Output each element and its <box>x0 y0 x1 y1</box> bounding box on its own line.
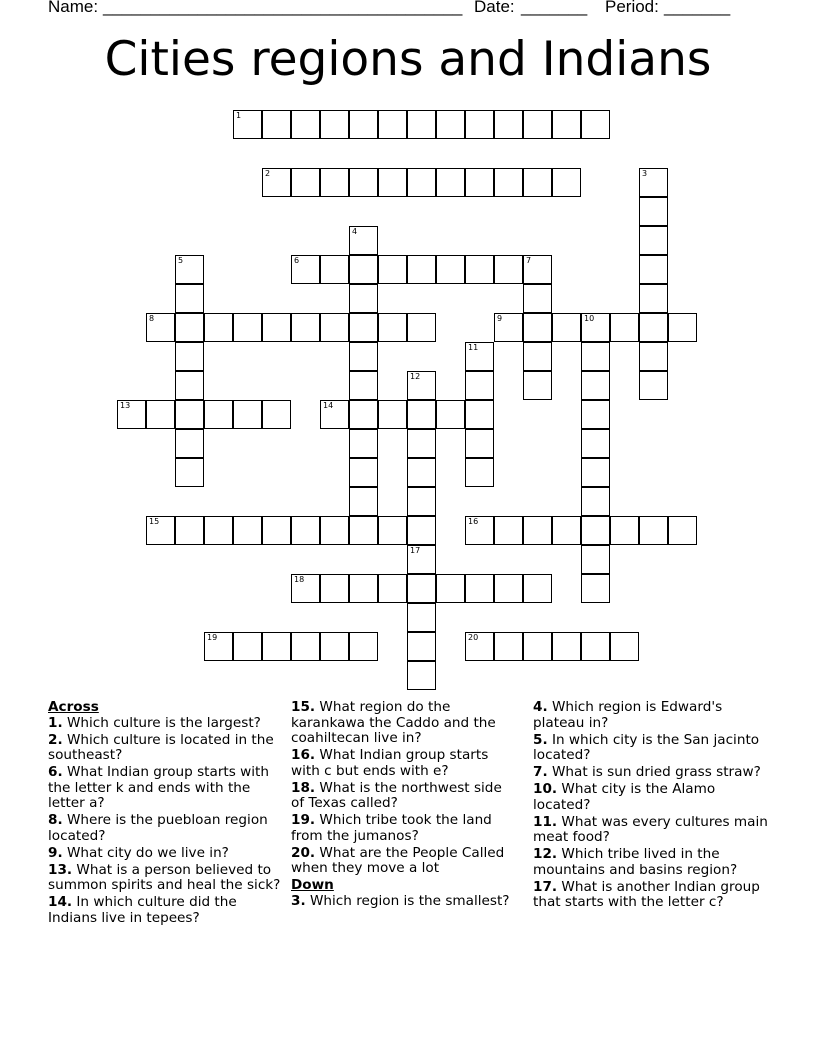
period-line[interactable]: _______ <box>664 0 731 16</box>
clue-number: 4 <box>352 227 358 236</box>
crossword-cell[interactable] <box>668 313 697 342</box>
clue-number: 18 <box>294 575 305 584</box>
crossword-cell[interactable] <box>175 516 204 545</box>
crossword-cell[interactable] <box>349 342 378 371</box>
crossword-cell[interactable] <box>378 400 407 429</box>
clue-number: 2 <box>265 169 271 178</box>
crossword-cell[interactable] <box>146 516 175 545</box>
clue-across-14: 14. In which culture did the Indians live in tepees? <box>48 894 237 926</box>
crossword-cell[interactable] <box>262 516 291 545</box>
crossword-cell[interactable] <box>523 313 552 342</box>
clue-down-17: 17. What is another Indian group that starts with the letter c? <box>533 878 760 910</box>
clue-across-9: 9. What city do we live in? <box>48 844 229 861</box>
crossword-cell[interactable] <box>407 574 436 603</box>
crossword-cell[interactable] <box>581 400 610 429</box>
crossword-cell[interactable] <box>349 168 378 197</box>
crossword-cell[interactable] <box>407 458 436 487</box>
crossword-cell[interactable] <box>262 110 291 139</box>
clue-number: 16 <box>468 517 479 526</box>
crossword-cell[interactable] <box>639 284 668 313</box>
crossword-cell[interactable] <box>320 168 349 197</box>
crossword-cell[interactable] <box>581 429 610 458</box>
crossword-cell[interactable] <box>523 284 552 313</box>
crossword-cell[interactable] <box>320 255 349 284</box>
page-title: Cities regions and Indians <box>104 32 712 87</box>
clue-across-13: 13. What is a person believed to summon spirits and heal the sick? <box>48 861 281 893</box>
clue-down-5: 5. In which city is the San jacinto located? <box>533 731 760 763</box>
crossword-cell[interactable] <box>291 632 320 661</box>
name-label: Name: <box>48 0 99 16</box>
crossword-cell[interactable] <box>639 255 668 284</box>
crossword-cell[interactable] <box>349 226 378 255</box>
clue-across-18: 18. What is the northwest side of Texas called? <box>291 779 502 811</box>
clue-across-6: 6. What Indian group starts with the letter k and ends with the letter a? <box>48 764 269 811</box>
crossword-cell[interactable] <box>494 168 523 197</box>
crossword-cell[interactable] <box>320 632 349 661</box>
crossword-cell[interactable] <box>349 487 378 516</box>
crossword-cell[interactable] <box>349 400 378 429</box>
crossword-cell[interactable] <box>523 255 552 284</box>
crossword-cell[interactable] <box>175 371 204 400</box>
crossword-cell[interactable] <box>465 168 494 197</box>
crossword-cell[interactable] <box>349 516 378 545</box>
crossword-cell[interactable] <box>175 284 204 313</box>
crossword-cell[interactable] <box>494 255 523 284</box>
clue-number: 14 <box>323 401 334 410</box>
crossword-cell[interactable] <box>349 458 378 487</box>
crossword-cell[interactable] <box>349 632 378 661</box>
crossword-cell[interactable] <box>465 458 494 487</box>
crossword-cell[interactable] <box>146 313 175 342</box>
crossword-cell[interactable] <box>378 516 407 545</box>
crossword-cell[interactable] <box>262 632 291 661</box>
crossword-cell[interactable] <box>436 574 465 603</box>
crossword-cell[interactable] <box>349 313 378 342</box>
clue-down-12: 12. Which tribe lived in the mountains and basins region? <box>533 846 738 878</box>
crossword-cell[interactable] <box>465 342 494 371</box>
crossword-cell[interactable] <box>378 168 407 197</box>
crossword-cell[interactable] <box>465 632 494 661</box>
crossword-cell[interactable] <box>320 110 349 139</box>
crossword-cell[interactable] <box>523 168 552 197</box>
crossword-cell[interactable] <box>581 110 610 139</box>
date-line[interactable]: _______ <box>521 0 588 16</box>
crossword-cell[interactable] <box>639 313 668 342</box>
crossword-cell[interactable] <box>204 313 233 342</box>
crossword-cell[interactable] <box>407 603 436 632</box>
clue-number: 13 <box>120 401 131 410</box>
crossword-cell[interactable] <box>378 313 407 342</box>
crossword-cell[interactable] <box>204 632 233 661</box>
crossword-cell[interactable] <box>291 110 320 139</box>
crossword-cell[interactable] <box>204 400 233 429</box>
crossword-cell[interactable] <box>581 632 610 661</box>
crossword-cell[interactable] <box>494 632 523 661</box>
across-clues-column-1 <box>48 700 284 928</box>
crossword-cell[interactable] <box>639 342 668 371</box>
crossword-cell[interactable] <box>204 516 233 545</box>
crossword-cell[interactable] <box>349 110 378 139</box>
crossword-cell[interactable] <box>262 400 291 429</box>
crossword-cell[interactable] <box>262 168 291 197</box>
crossword-cell[interactable] <box>465 110 494 139</box>
crossword-cell[interactable] <box>523 574 552 603</box>
clue-down-11: 11. What was every cultures main meat food? <box>533 813 768 845</box>
crossword-cell[interactable] <box>465 400 494 429</box>
clue-across-19: 19. Which tribe took the land from the jumanos? <box>291 812 492 844</box>
clue-number: 3 <box>642 169 648 178</box>
name-line[interactable]: ______________________________________ <box>103 0 463 16</box>
clue-down-7: 7. What is sun dried grass straw? <box>533 764 761 780</box>
crossword-cell[interactable] <box>320 313 349 342</box>
crossword-cell[interactable] <box>465 574 494 603</box>
crossword-cell[interactable] <box>465 255 494 284</box>
down-clues-column-3 <box>533 700 769 912</box>
worksheet-header <box>0 0 816 22</box>
crossword-cell[interactable] <box>523 342 552 371</box>
crossword-cell[interactable] <box>320 516 349 545</box>
crossword-cell[interactable] <box>494 574 523 603</box>
crossword-cell[interactable] <box>175 313 204 342</box>
crossword-cell[interactable] <box>117 400 146 429</box>
crossword-cell[interactable] <box>610 313 639 342</box>
crossword-cell[interactable] <box>378 574 407 603</box>
clue-down-10: 10. What city is the Alamo located? <box>533 781 716 813</box>
crossword-cell[interactable] <box>291 313 320 342</box>
crossword-cell[interactable] <box>581 574 610 603</box>
across-heading: Across <box>48 699 99 715</box>
crossword-cell[interactable] <box>668 516 697 545</box>
crossword-cell[interactable] <box>291 168 320 197</box>
crossword-cell[interactable] <box>233 313 262 342</box>
clue-down-3: 3. Which region is the smallest? <box>291 892 510 909</box>
down-heading: Down <box>291 877 334 893</box>
crossword-cell[interactable] <box>552 168 581 197</box>
crossword-cell[interactable] <box>494 516 523 545</box>
crossword-cell[interactable] <box>639 197 668 226</box>
crossword-cell[interactable] <box>610 516 639 545</box>
crossword-cell[interactable] <box>407 429 436 458</box>
crossword-cell[interactable] <box>436 255 465 284</box>
crossword-cell[interactable] <box>610 632 639 661</box>
crossword-cell[interactable] <box>494 110 523 139</box>
crossword-cell[interactable] <box>349 284 378 313</box>
crossword-cell[interactable] <box>639 516 668 545</box>
crossword-cell[interactable] <box>233 516 262 545</box>
crossword-cell[interactable] <box>378 110 407 139</box>
crossword-cell[interactable] <box>407 110 436 139</box>
crossword-cell[interactable] <box>407 661 436 690</box>
crossword-cell[interactable] <box>581 458 610 487</box>
crossword-cell[interactable] <box>320 400 349 429</box>
clue-number: 10 <box>584 314 595 323</box>
clue-across-15: 15. What region do the karankawa the Caddo and the coahiltecan live in? <box>291 699 496 746</box>
crossword-cell[interactable] <box>523 632 552 661</box>
crossword-cell[interactable] <box>407 632 436 661</box>
crossword-cell[interactable] <box>320 574 349 603</box>
crossword-cell[interactable] <box>407 255 436 284</box>
clue-number: 9 <box>497 314 503 323</box>
crossword-cell[interactable] <box>465 516 494 545</box>
crossword-cell[interactable] <box>291 255 320 284</box>
clue-number: 7 <box>526 256 532 265</box>
crossword-cell[interactable] <box>523 371 552 400</box>
clue-number: 12 <box>410 372 421 381</box>
clue-across-20: 20. What are the People Called when they move a lot <box>291 844 505 876</box>
crossword-cell[interactable] <box>639 168 668 197</box>
crossword-cell[interactable] <box>436 168 465 197</box>
crossword-cell[interactable] <box>581 313 610 342</box>
crossword-cell[interactable] <box>639 371 668 400</box>
crossword-cell[interactable] <box>436 400 465 429</box>
crossword-cell[interactable] <box>494 313 523 342</box>
crossword-cell[interactable] <box>523 516 552 545</box>
crossword-cell[interactable] <box>291 516 320 545</box>
clue-number: 5 <box>178 256 184 265</box>
crossword-cell[interactable] <box>175 429 204 458</box>
crossword-cell[interactable] <box>262 313 291 342</box>
clue-number: 20 <box>468 633 479 642</box>
date-label: Date: <box>474 0 515 16</box>
crossword-cell[interactable] <box>523 110 552 139</box>
crossword-cell[interactable] <box>465 371 494 400</box>
crossword-cell[interactable] <box>407 400 436 429</box>
clue-number: 1 <box>236 111 242 120</box>
clue-across-2: 2. Which culture is located in the southeast? <box>48 731 274 763</box>
crossword-cell[interactable] <box>349 574 378 603</box>
crossword-cell[interactable] <box>175 255 204 284</box>
crossword-cell[interactable] <box>233 632 262 661</box>
clue-number: 8 <box>149 314 155 323</box>
crossword-cell[interactable] <box>349 371 378 400</box>
crossword-cell[interactable] <box>552 516 581 545</box>
crossword-cell[interactable] <box>175 342 204 371</box>
period-label: Period: <box>605 0 659 16</box>
crossword-cell[interactable] <box>175 458 204 487</box>
crossword-cell[interactable] <box>581 545 610 574</box>
clue-number: 15 <box>149 517 160 526</box>
crossword-cell[interactable] <box>233 110 262 139</box>
crossword-cell[interactable] <box>581 342 610 371</box>
crossword-cell[interactable] <box>175 400 204 429</box>
crossword-cell[interactable] <box>581 487 610 516</box>
clue-across-8: 8. Where is the puebloan region located? <box>48 812 268 844</box>
crossword-cell[interactable] <box>552 313 581 342</box>
crossword-cell[interactable] <box>465 429 494 458</box>
crossword-cell[interactable] <box>233 400 262 429</box>
clue-number: 17 <box>410 546 421 555</box>
crossword-cell[interactable] <box>407 487 436 516</box>
crossword-cell[interactable] <box>436 110 465 139</box>
clue-across-1: 1. Which culture is the largest? <box>48 714 261 731</box>
crossword-cell[interactable] <box>291 574 320 603</box>
crossword-cell[interactable] <box>552 632 581 661</box>
clue-across-16: 16. What Indian group starts with c but ends with e? <box>291 747 489 779</box>
crossword-cell[interactable] <box>378 255 407 284</box>
crossword-cell[interactable] <box>581 371 610 400</box>
crossword-cell[interactable] <box>407 168 436 197</box>
clue-number: 19 <box>207 633 218 642</box>
crossword-cell[interactable] <box>349 255 378 284</box>
clues-column-2 <box>291 700 519 911</box>
crossword-cell[interactable] <box>407 516 436 545</box>
crossword-cell[interactable] <box>552 110 581 139</box>
crossword-cell[interactable] <box>639 226 668 255</box>
crossword-cell[interactable] <box>349 429 378 458</box>
clue-down-4: 4. Which region is Edward's plateau in? <box>533 699 723 731</box>
crossword-cell[interactable] <box>407 313 436 342</box>
clue-number: 11 <box>468 343 479 352</box>
crossword-cell[interactable] <box>407 371 436 400</box>
crossword-cell[interactable] <box>581 516 610 545</box>
crossword-cell[interactable] <box>407 545 436 574</box>
clue-number: 6 <box>294 256 300 265</box>
crossword-cell[interactable] <box>146 400 175 429</box>
